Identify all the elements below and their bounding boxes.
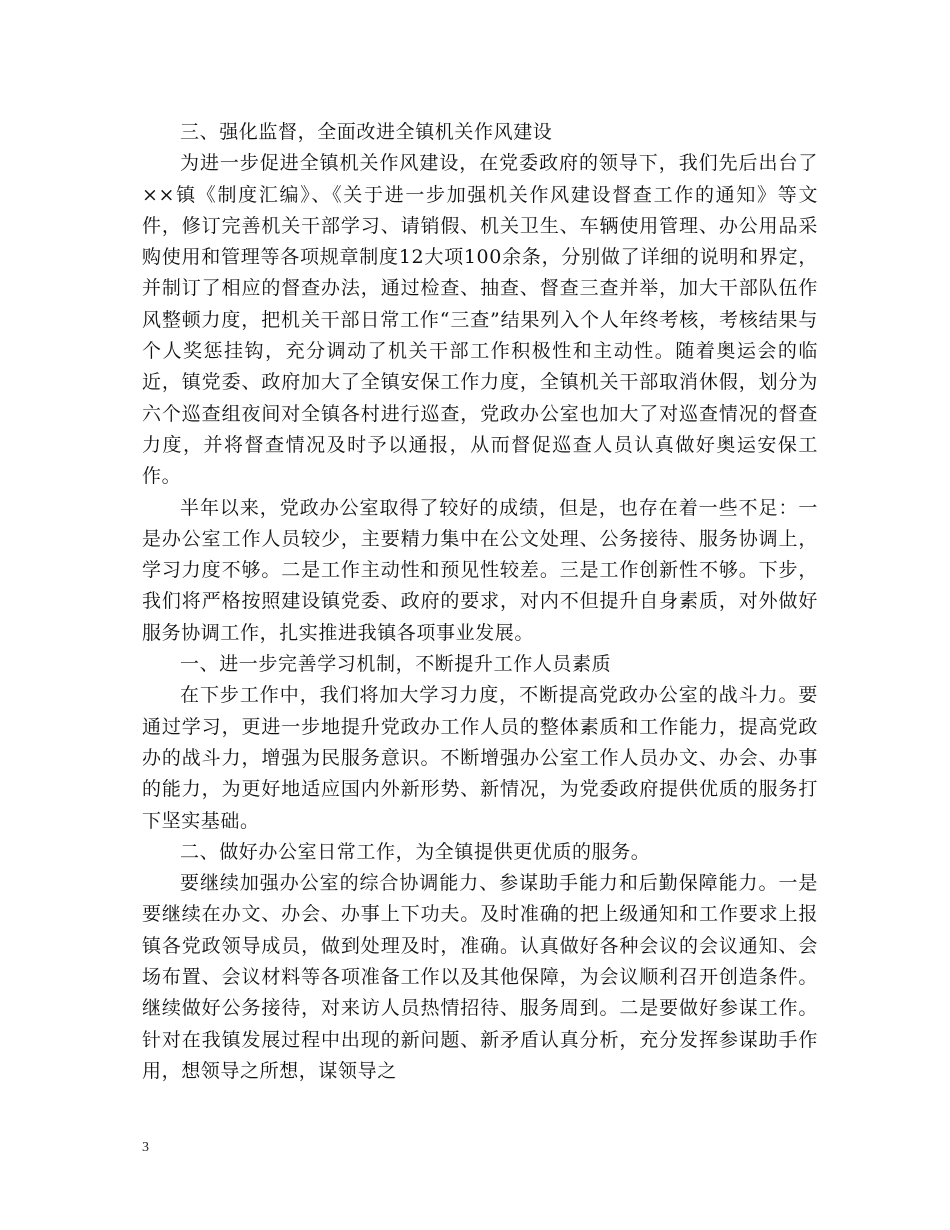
paragraph: 半年以来，党政办公室取得了较好的成绩，但是，也存在着一些不足：一是办公室工作人员较少，主要精力集中在公文处理、公务接待、服务协调上，学习力度不够。二是工作主动性和预见性较差。三是工作创新性不够。下步，我们将严格按照建设镇党委、政府的要求，对内不但提升自身素质，对外做好服务协调工作，扎实推进我镇各项事业发展。 xyxy=(142,496,818,644)
section-heading-1: 一、进一步完善学习机制，不断提升工作人员素质 xyxy=(180,653,612,676)
paragraph: 要继续加强办公室的综合协调能力、参谋助手能力和后勤保障能力。一是要继续在办文、办会、办事上下功夫。及时准确的把上级通知和工作要求上报镇各党政领导成员，做到处理及时，准确。认真做好各种会议的会议通知、会场布置、会议材料等各项准备工作以及其他保障，为会议顺利召开创造条件。继续做好公务接待，对来访人员热情招待、服务周到。二是要做好参谋工作。针对在我镇发展过程中出现的新问题、新矛盾认真分析，充分发挥参谋助手作用，想领导之所想，谋领导之 xyxy=(142,872,818,1082)
page-number: 3 xyxy=(142,1140,149,1155)
section-heading-3: 三、强化监督，全面改进全镇机关作风建设 xyxy=(180,121,553,143)
section-heading-2: 二、做好办公室日常工作，为全镇提供更优质的服务。 xyxy=(180,840,651,863)
paragraph: 在下步工作中，我们将加大学习力度，不断提高党政办公室的战斗力。要通过学习，更进一步地提升党政办工作人员的整体素质和工作能力，提高党政办的战斗力，增强为民服务意识。不断增强办公室工作人员办文、办会、办事的能力，为更好地适应国内外新形势、新情况，为党委政府提供优质的服务打下坚实基础。 xyxy=(142,684,818,832)
document-body xyxy=(142,117,818,1087)
paragraph: 为进一步促进全镇机关作风建设，在党委政府的领导下，我们先后出台了××镇《制度汇编》、《关于进一步加强机关作风建设督查工作的通知》等文件，修订完善机关干部学习、请销假、机关卫生、车辆使用管理、办公用品采购使用和管理等各项规章制度12大项100余条，分别做了详细的说明和界定，并制订了相应的督查办法，通过检查、抽查、督查三查并举，加大干部队伍作风整顿力度，把机关干部日常工作“三查”结果列入个人年终考核，考核结果与个人奖惩挂钩，充分调动了机关干部工作积极性和主动性。随着奥运会的临近，镇党委、政府加大了全镇安保工作力度，全镇机关干部取消休假，划分为六个巡查组夜间对全镇各村进行巡查，党政办公室也加大了对巡查情况的督查力度，并将督查情况及时予以通报，从而督促巡查人员认真做好奥运安保工作。 xyxy=(142,152,818,488)
